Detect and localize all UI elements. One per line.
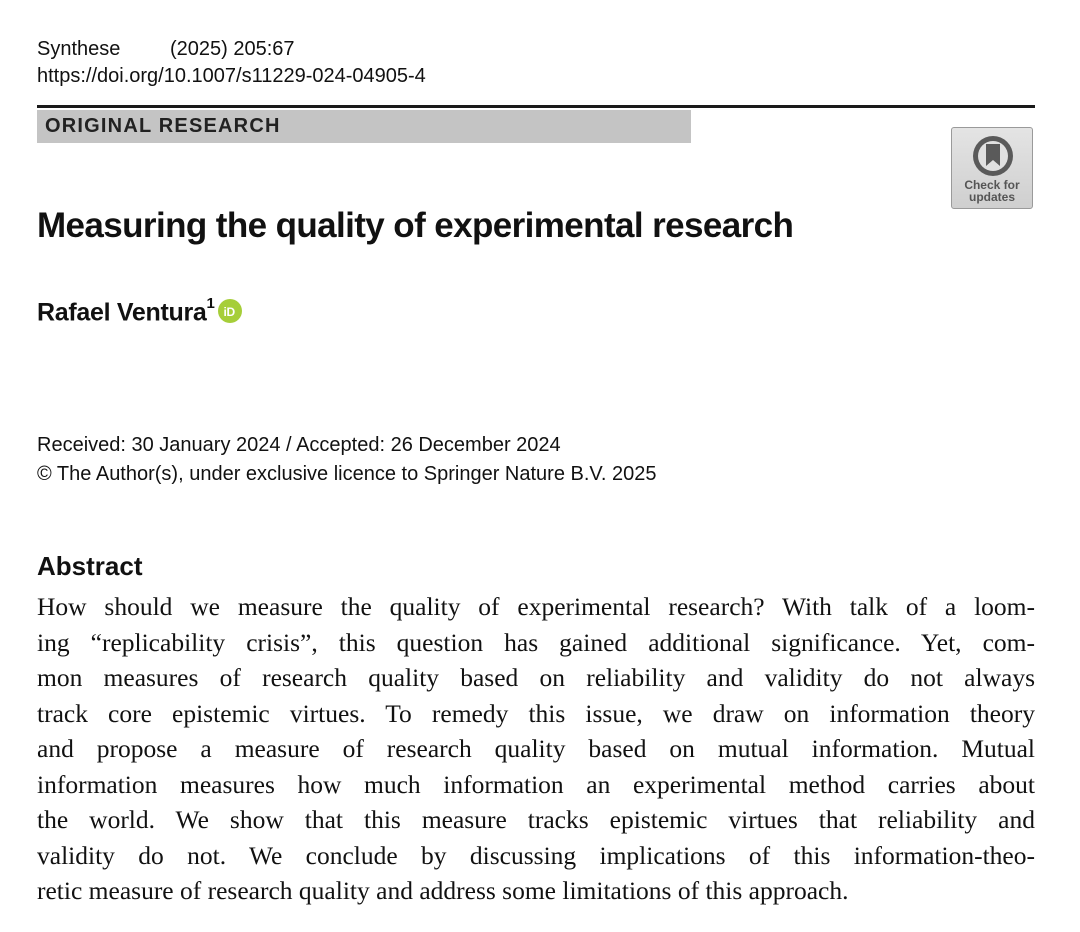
doi-link[interactable]: https://doi.org/10.1007/s11229-024-04905-4 bbox=[37, 65, 426, 87]
copyright-notice: © The Author(s), under exclusive licence to Springer Nature B.V. 2025 bbox=[37, 463, 657, 485]
check-for-updates-icon bbox=[968, 132, 1018, 178]
check-for-updates-label bbox=[952, 179, 1032, 203]
check-for-updates-button[interactable] bbox=[951, 127, 1033, 209]
abstract-line: ing “replicability crisis”, this question has gained additional significance. Yet, com- bbox=[37, 627, 1035, 657]
journal-name: Synthese bbox=[37, 38, 121, 60]
article-header bbox=[37, 36, 426, 90]
article-type-label: ORIGINAL RESEARCH bbox=[45, 115, 281, 137]
abstract-line: the world. We show that this measure tracks epistemic virtues that reliability and bbox=[37, 805, 1035, 834]
affiliation-mark: 1 bbox=[206, 295, 215, 312]
abstract-line: information measures how much information an experimental method carries about bbox=[37, 769, 1035, 799]
check-for-updates-line2: updates bbox=[968, 190, 1015, 204]
abstract-line: retic measure of research quality and address some limitations of this approach. bbox=[37, 876, 849, 905]
abstract-heading: Abstract bbox=[37, 551, 143, 581]
article-type-bar bbox=[37, 110, 691, 143]
volume-info: (2025) 205:67 bbox=[170, 38, 295, 60]
article-title: Measuring the quality of experimental research bbox=[37, 206, 794, 245]
check-for-updates-line1: Check for bbox=[964, 178, 1020, 192]
abstract-line: and propose a measure of research quality based on mutual information. Mutual bbox=[37, 734, 1035, 763]
received-accepted-dates: Received: 30 January 2024 / Accepted: 26 December 2024 bbox=[37, 434, 561, 456]
abstract-line: validity do not. We conclude by discussing implications of this information-theo- bbox=[37, 840, 1035, 870]
orcid-icon[interactable] bbox=[217, 298, 243, 331]
abstract-line: mon measures of research quality based on reliability and validity do not always bbox=[37, 663, 1035, 692]
author-name[interactable]: Rafael Ventura bbox=[37, 298, 207, 327]
abstract-line: track core epistemic virtues. To remedy this issue, we draw on information theory bbox=[37, 698, 1035, 728]
header-rule bbox=[37, 105, 1035, 108]
abstract-line: How should we measure the quality of experimental research? With talk of a loom- bbox=[37, 592, 1035, 621]
svg-text:iD: iD bbox=[223, 305, 235, 319]
journal-line bbox=[37, 36, 426, 63]
author-line bbox=[37, 295, 243, 331]
article-dates bbox=[37, 431, 657, 489]
abstract-body bbox=[37, 589, 1035, 909]
